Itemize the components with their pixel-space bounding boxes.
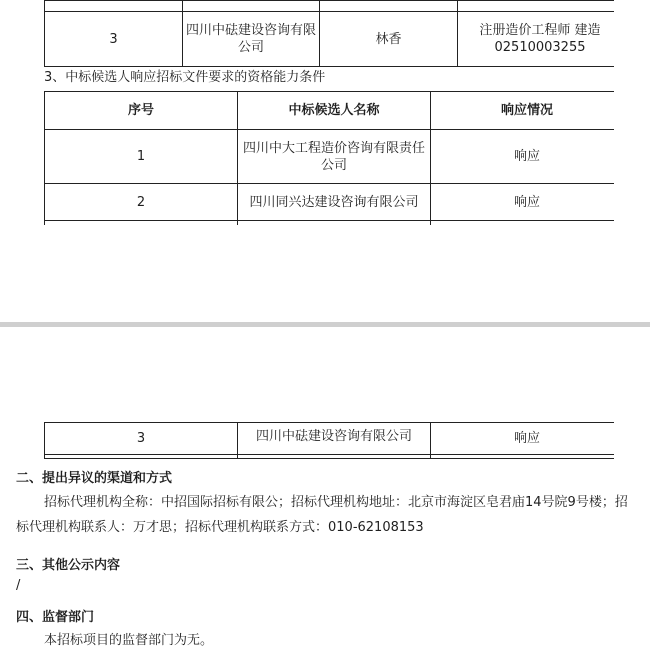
table-cell-name: 四川同兴达建设咨询有限公司 [249, 194, 419, 210]
supervision-content: 本招标项目的监督部门为无。 [44, 633, 214, 648]
table-cell-response: 响应 [513, 149, 540, 164]
column-header-name: 中标候选人名称 [288, 103, 380, 118]
page-fragment-top [0, 0, 650, 225]
table-border [44, 454, 614, 455]
table-border [44, 0, 614, 1]
section-heading-objection: 二、提出异议的渠道和方式 [16, 471, 173, 486]
column-header-response: 响应情况 [500, 103, 553, 118]
table-border [44, 458, 614, 459]
table-cell-name: 四川中砝建设咨询有限公司 [255, 428, 412, 444]
table-cell-company: 四川中砝建设咨询有限公司 [185, 23, 316, 55]
column-header-no: 序号 [127, 103, 154, 118]
table-cell-no: 3 [109, 31, 118, 47]
table-border [44, 66, 614, 67]
page-separator [0, 322, 650, 327]
section-heading-other: 三、其他公示内容 [16, 558, 121, 573]
table-cell-no: 1 [136, 149, 146, 164]
other-content: / [16, 578, 21, 593]
table-cell-qualification: 注册造价工程师 建造 02510003255 [479, 23, 601, 55]
section-heading-supervision: 四、监督部门 [16, 610, 95, 625]
table-cell-no: 3 [136, 431, 146, 446]
objection-text-line2: 标代理机构联系人：万才思；招标代理机构联系方式：010-62108153 [16, 520, 424, 535]
table-cell-no: 2 [136, 194, 146, 210]
table-cell-person: 林香 [375, 31, 402, 47]
table-cell-response: 响应 [513, 194, 540, 210]
table-border [457, 0, 458, 67]
table-cell-name: 四川中大工程造价咨询有限责任公司 [242, 140, 425, 173]
section-subtitle: 3、中标候选人响应招标文件要求的资格能力条件 [44, 70, 326, 85]
objection-text-line1: 招标代理机构全称：中招国际招标有限公；招标代理机构地址：北京市海淀区皂君庙14号院9号楼；招 [44, 495, 628, 510]
page-fragment-bottom [0, 420, 650, 663]
table-cell-response: 响应 [513, 431, 540, 446]
table-border [44, 220, 614, 221]
